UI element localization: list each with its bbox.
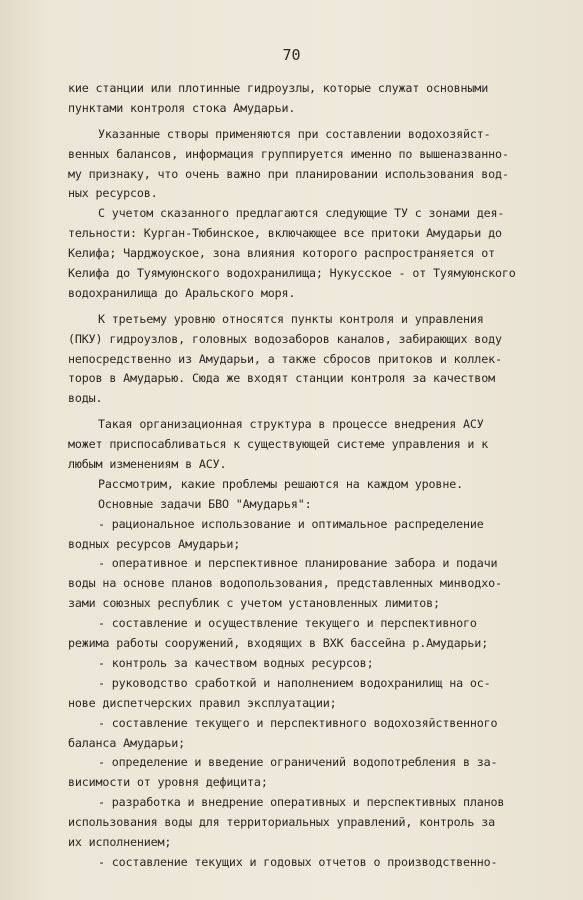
text-line: - руководство сработкой и наполнением водохранилищ на ос- <box>98 675 491 690</box>
text-line: Основные задачи БВО "Амударья": <box>98 496 312 511</box>
text-line: - контроль за качеством водных ресурсов; <box>98 655 374 670</box>
text-line: кие станции или плотинные гидроузлы, которые служат основными <box>68 81 489 95</box>
text-line: Такая организационная структура в процессе внедрения АСУ <box>98 417 484 432</box>
text-line: му признаку, что очень важно при планировании использования вод- <box>68 166 509 181</box>
text-line: водохранилища до Аральского моря. <box>68 285 296 300</box>
text-line: торов в Амударью. Сюда же входят станции контроля за качеством <box>68 371 495 386</box>
text-line: тельности: Курган-Тюбинское, включающее все притоки Амударьи до <box>68 226 502 241</box>
text-line: воды. <box>68 391 103 406</box>
text-line: С учетом сказанного предлагаются следующие ТУ с зонами дея- <box>98 206 505 221</box>
text-line: баланса Амударьи; <box>68 735 186 750</box>
text-line: их исполнением; <box>68 834 172 849</box>
page-number: 70 <box>282 46 301 64</box>
text-line: Указанные створы применяются при составлении водохозяйст- <box>98 126 491 141</box>
text-line: - составление текущих и годовых отчетов о производственно- <box>98 854 498 869</box>
text-line: Келифа до Туямуюнского водохранилища; Нукусское - от Туямуюнского <box>68 266 516 281</box>
text-line: - оперативное и перспективное планирование забора и подачи <box>98 556 498 571</box>
text-line: может приспосабливаться к существующей системе управления и к <box>68 437 489 452</box>
text-line: водных ресурсов Амударьи; <box>68 536 241 551</box>
text-line: (ПКУ) гидроузлов, головных водозаборов каналов, забирающих воду <box>68 331 502 346</box>
text-line: непосредственно из Амударьи, а также сбросов притоков и коллек- <box>68 351 502 366</box>
text-line: - рациональное использование и оптимальное распределение <box>98 516 484 531</box>
text-line: пунктами контроля стока Амударьи. <box>68 100 296 115</box>
text-line: Келифа; Чарджоуское, зона влияния которого распространяется от <box>68 246 495 261</box>
text-line: ных ресурсов. <box>68 186 158 201</box>
text-line: - определение и введение ограничений водопотребления в за- <box>98 755 498 770</box>
text-line: - составление текущего и перспективного водохозяйственного <box>98 715 498 730</box>
text-line: Рассмотрим, какие проблемы решаются на каждом уровне. <box>98 476 463 491</box>
text-line: нове диспетчерских правил эксплуатации; <box>68 695 337 710</box>
text-line: висимости от уровня дефицита; <box>68 775 268 790</box>
text-line: - разработка и внедрение оперативных и перспективных планов <box>98 795 505 810</box>
text-line: режима работы сооружений, входящих в ВХК бассейна р.Амударьи; <box>68 636 489 651</box>
text-line: использования воды для территориальных управлений, контроль за <box>68 815 495 830</box>
text-line: К третьему уровню относятся пункты контроля и управления <box>98 311 484 326</box>
text-line: венных балансов, информация группируется именно по вышеназванно- <box>68 146 509 161</box>
text-line: зами союзных республик с учетом установленных лимитов; <box>68 596 440 611</box>
text-line: любым изменениям в АСУ. <box>68 457 227 472</box>
text-line: - составление и осуществление текущего и перспективного <box>98 616 477 631</box>
text-line: воды на основе планов водопользования, представленных минводхо- <box>68 576 502 591</box>
body-text <box>68 79 556 873</box>
